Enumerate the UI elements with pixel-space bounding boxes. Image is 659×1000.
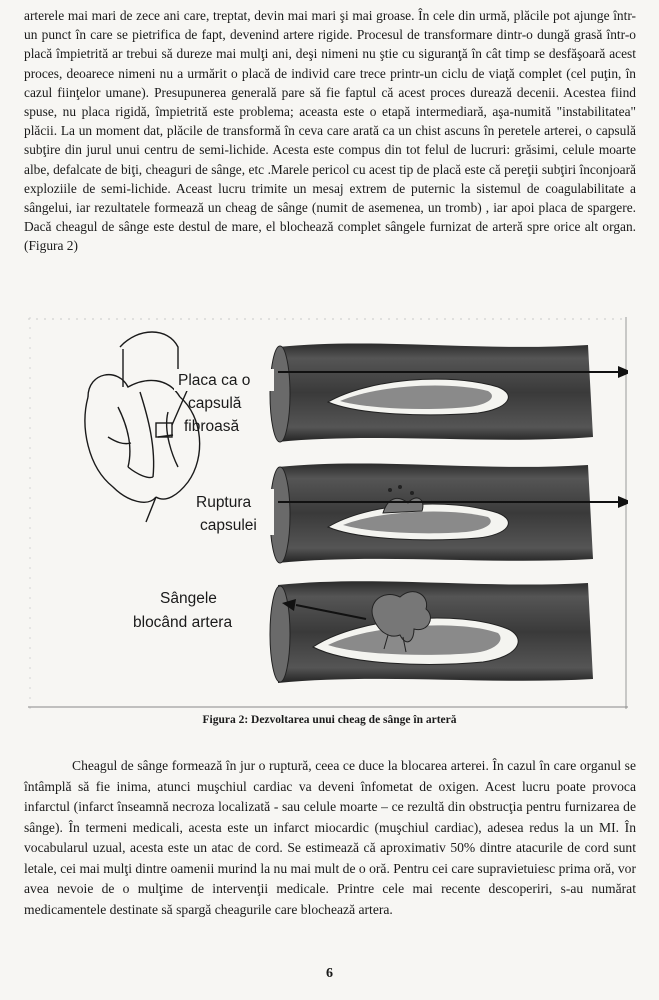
artery-illustration <box>28 317 628 709</box>
label-rupture-line2: capsulei <box>200 517 257 534</box>
label-rupture-line1: Ruptura <box>196 494 252 511</box>
figure-2 <box>28 317 628 709</box>
artery-stage-3 <box>270 581 593 683</box>
artery-stage-1 <box>270 343 628 442</box>
label-fibrous-cap-line1: Placa ca o <box>178 372 251 389</box>
artery-stage-2 <box>270 463 628 563</box>
label-fibrous-cap-line3: fibroasă <box>184 418 240 435</box>
paragraph-1: arterele mai mari de zece ani care, treptat, devin mai mari şi mai groase. În cele din urmă, plăcile pot ajunge într-un punct în care se pietrifica de fapt, devenind artere rigide. Procesul de transformare dintr-o dungă grasă într-o placă împietrită ar trebui să dureze mai mulţi ani, deşi nimeni nu ştie cu siguranţă în cât timp se desfăşoară acest proces, deoarece nimeni nu a urmărit o placă de individ care trece printr-un ciclu de viaţă complet (cel puţin, în cazul fiinţelor umane). Presupunerea generală pare să fie faptul că acest proces durează decenii. Acestea fiind spuse, nu placa rigidă, împietrită este problema; aceasta este o etapă intermediară, aşa-numită "instabilitatea" plăcii. La un moment dat, plăcile de transformă în ceva care arată ca un chist ascuns în peretele arterei, o capsulă subţire din jurul unui centru de semi-lichide. Acesta este compus din tot felul de lucruri: grăsimi, celule moarte albe, defalcate de biţi, cheaguri de sânge, etc .Marele pericol cu acest tip de placă este că pereţii subţiri înconjoară exploziile de semi-lichide. Aceast lucru trimite un mesaj extrem de puternic la sistemul de coagulabilitate a sângelui, iar rezultatele formează un cheag de sânge (numit de asemenea, un tromb) , iar apoi placa de spargere. Dacă cheagul de sânge este destul de mare, el blochează complet sângele furnizat de arteră spre orice alt organ. (Figura 2) <box>24 8 636 254</box>
paragraph-2: Cheagul de sânge formează în jur o ruptură, ceea ce duce la blocarea arterei. În cazul în care organul se întâmplă să fie inima, atunci muşchiul cardiac va deveni înfometat de oxigen. Acest lucru poate provoca infarctul (infarct înseamnă necroza localizată - sau celule moarte – ce rezultă din obstrucţia pentru furnizarea de sânge). În termeni medicali, acesta este un infarct miocardic (muşchiul cardiac), adesea redus la un MI. În vocabularul uzual, acesta este un atac de cord. Se estimează că aproximativ 50% dintre atacurile de cord sunt letale, cei mai mulţi dintre oamenii murind la nu mai mult de o oră. Pentru cei care supravietuiesc prima oră, vor avea nevoie de o mulţime de intervenţii medicale. Printre cele mai recente descoperiri, s-au numărat medicamentele destinate să spargă cheagurile care blochează artera. <box>24 758 636 917</box>
label-blood-line1: Sângele <box>160 590 217 607</box>
label-fibrous-cap-line2: capsulă <box>188 395 242 412</box>
page-number: 6 <box>326 966 333 981</box>
label-blood-line2: blocând artera <box>133 614 233 631</box>
figure-caption: Figura 2: Dezvoltarea unui cheag de sânge în arteră <box>202 714 457 726</box>
